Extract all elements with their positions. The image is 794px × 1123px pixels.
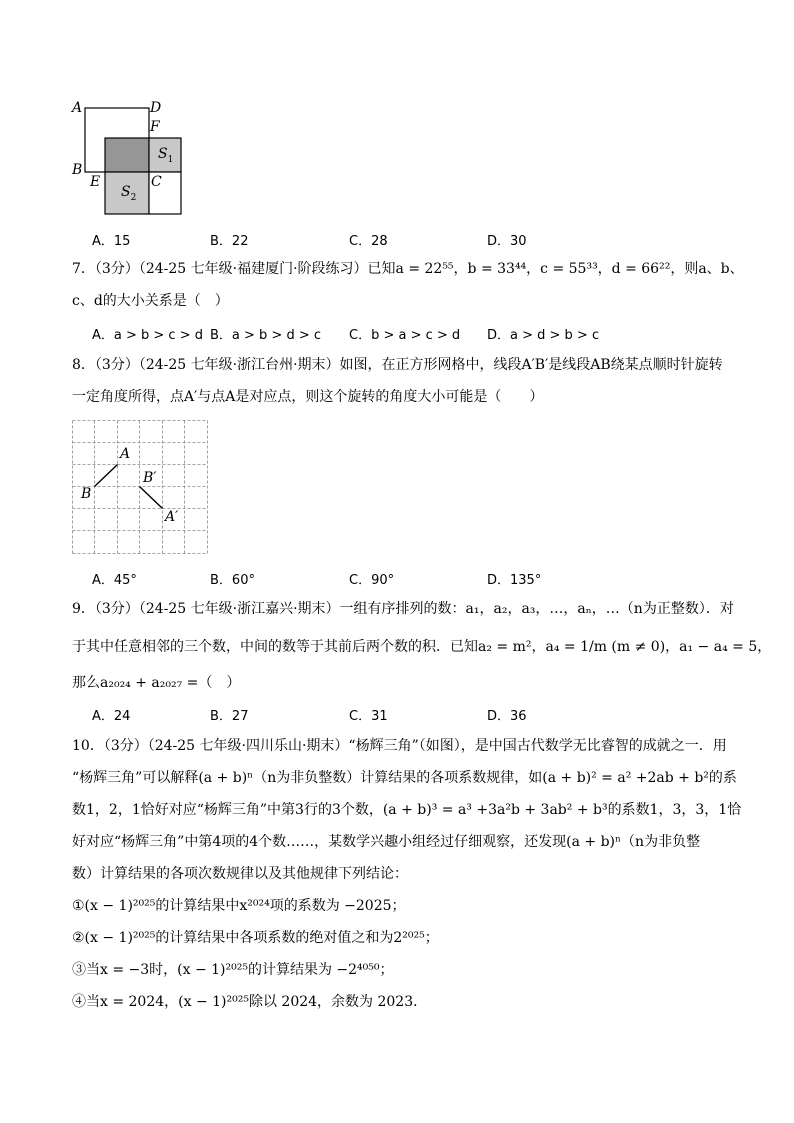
q10-conclusion-4: ④当x = 2024，(x − 1)²⁰²⁵除以 2024，余数为 2023．: [72, 994, 428, 1010]
q6-option-a[interactable]: A．15: [92, 234, 131, 249]
q8-option-d[interactable]: D．135°: [487, 573, 542, 588]
q8-grid-svg: [72, 420, 208, 554]
label-s1: $S_1$: [158, 146, 174, 165]
q9-option-b[interactable]: B．27: [210, 709, 249, 724]
q10-stem-line3: 数1，2，1恰好对应“杨辉三角”中第3行的3个数，(a + b)³ = a³ +3a²b + 3ab² + b³的系数1，3，3，1恰: [72, 802, 742, 818]
q9-option-c[interactable]: C．31: [349, 709, 388, 724]
q8-option-b[interactable]: B．60°: [210, 573, 255, 588]
label-c: C: [151, 174, 162, 190]
q9-stem-line1: 9．（3分）（24-25 七年级·浙江嘉兴·期末）一组有序排列的数：a₁，a₂，a₃，…，aₙ，…（n为正整数）．对: [72, 601, 734, 617]
label-e: E: [90, 174, 101, 190]
label-f: F: [150, 119, 160, 135]
q10-stem-line5: 数）计算结果的各项次数规律以及其他规律下列结论：: [72, 866, 408, 882]
q10-stem-line4: 好对应“杨辉三角”中第4项的4个数……，某数学兴趣小组经过仔细观察，还发现(a + b)ⁿ（n为非负整: [72, 834, 701, 850]
q7-stem-line1: 7．（3分）（24-25 七年级·福建厦门·阶段练习）已知a = 22⁵⁵，b = 33⁴⁴，c = 55³³，d = 66²²，则a、b、: [72, 261, 744, 277]
q7-option-b[interactable]: B．a > b > d > c: [210, 328, 322, 343]
q7-stem-line2: c、d的大小关系是（ ）: [72, 293, 229, 309]
segment-ab: [95, 465, 118, 487]
q9-option-d[interactable]: D．36: [487, 709, 527, 724]
label-a: A: [120, 446, 131, 462]
q6-option-c[interactable]: C．28: [349, 234, 388, 249]
q7-option-c[interactable]: C．b > a > c > d: [349, 328, 461, 343]
q10-conclusion-1: ①(x − 1)²⁰²⁵的计算结果中x²⁰²⁴项的系数为 −2025；: [72, 898, 406, 914]
label-b: B: [72, 162, 83, 178]
q10-stem-line2: “杨辉三角”可以解释(a + b)ⁿ（n为非负整数）计算结果的各项系数规律，如(a + b)² = a² +2ab + b²的系: [72, 770, 737, 786]
q6-option-b[interactable]: B．22: [210, 234, 249, 249]
label-b: B: [81, 486, 92, 502]
q9-stem-line2: 于其中任意相邻的三个数，中间的数等于其前后两个数的积．已知a₂ = m²，a₄ = 1/m (m ≠ 0)，a₁ − a₄ = 5，: [72, 639, 772, 655]
q7-option-d[interactable]: D．a > d > b > c: [487, 328, 600, 343]
q6-option-d[interactable]: D．30: [487, 234, 527, 249]
label-a-prime: A′: [165, 509, 179, 525]
q10-conclusion-2: ②(x − 1)²⁰²⁵的计算结果中各项系数的绝对值之和为2²⁰²⁵；: [72, 930, 439, 946]
q10-conclusion-3: ③当x = −3时，(x − 1)²⁰²⁵的计算结果为 −2⁴⁰⁵⁰；: [72, 962, 394, 978]
q7-option-a[interactable]: A．a > b > c > d: [92, 328, 203, 343]
q9-stem-line3: 那么a₂₀₂₄ + a₂₀₂₇ =（ ）: [72, 675, 241, 691]
q8-option-c[interactable]: C．90°: [349, 573, 395, 588]
q8-stem-line1: 8．（3分）（24-25 七年级·浙江台州·期末）如图，在正方形网格中，线段A′B′是线段AB绕某点顺时针旋转: [72, 357, 723, 373]
label-d: D: [150, 100, 162, 116]
q10-stem-line1: 10．（3分）（24-25 七年级·四川乐山·期末）“杨辉三角”（如图），是中国古代数学无比睿智的成就之一．用: [72, 738, 727, 754]
q8-option-a[interactable]: A．45°: [92, 573, 137, 588]
label-s2: $S_2$: [121, 184, 137, 203]
label-a: A: [72, 100, 83, 116]
q6-figure: [66, 100, 196, 220]
label-b-prime: B′: [143, 470, 157, 486]
q9-option-a[interactable]: A．24: [92, 709, 131, 724]
segment-apbp: [140, 487, 163, 509]
overlap-dark-region: [105, 138, 149, 172]
q8-stem-line2: 一定角度所得，点A′与点A是对应点，则这个旋转的角度大小可能是（ ）: [72, 389, 544, 405]
q8-grid-figure: [72, 420, 208, 554]
